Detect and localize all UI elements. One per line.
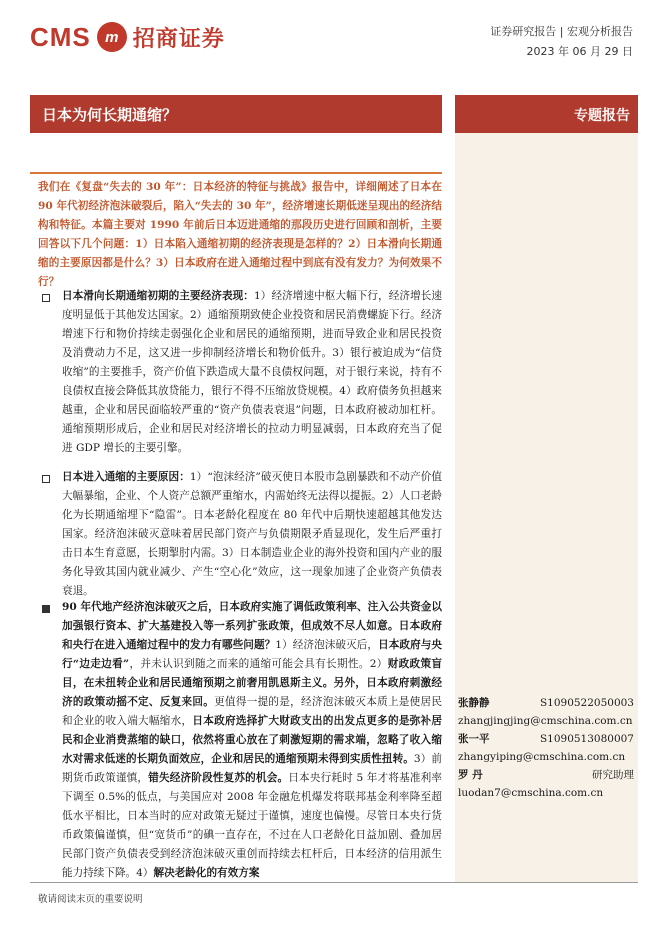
footer-divider [30,882,638,883]
analyst-list [458,694,634,802]
bullet-body: 1）经济增速中枢大幅下行，经济增长速度明显低于其他发达国家。2）通缩预期致使企业投资和居民消费螺旋下行。经济增速下行和物价持续走弱强化企业和居民的通缩预期，进而导致企业和居民投资及消费动力不足，这又进一步抑制经济增长和物价低升。3）银行被迫成为“信贷收缩”的主要推手，资产价值下跌造成大量不良债权问题，对于银行来说，持有不良债权直接会降低其放贷能力，银行不得不压缩放贷规模。4）政府债务负担越来越重，企业和居民面临较严重的“资产负债表衰退”问题，日本政府被动加杠杆。通缩预期形成后，企业和居民对经济增长的拉动力明显减弱，日本政府充当了促进 GDP 增长的主要引擎。 [62,290,443,454]
bullet-body: 1）经济泡沫破灭后， [275,639,379,651]
bullet-square-icon [42,294,50,302]
bullet-square-icon [42,475,50,483]
bullet-body: ，并未认识到随之而来的通缩可能会具有长期性。2） [129,658,388,670]
abstract: 我们在《复盘“失去的 30 年”：日本经济的特征与挑战》报告中，详细阐述了日本在 90 年代初经济泡沫破裂后，陷入“失去的 30 年”，经济增速长期低迷呈现出的经济结构和特征。本篇主要对 1990 年前后日本迈进通缩的那段历史进行回顾和剖析，主要回答以下几个问题：1）日本陷入通缩初期的经济表现是怎样的？2）日本滑向长期通缩的主要原因都是什么？3）日本政府在进入通缩过程中到底有没有发力？为何效果不行？ [38,181,442,288]
page-title: 日本为何长期通缩？ [42,106,178,124]
bullet-emphasis: 错失经济阶段性复苏的机会。 [148,772,289,784]
bullet-item [30,598,442,883]
header-meta [490,22,633,62]
report-tag-bar [455,95,638,133]
report-tag: 专题报告 [574,108,630,124]
analyst-email[interactable]: zhangyiping@cmschina.com.cn [458,751,626,763]
analyst-name: 张静静 [458,697,490,709]
logo-cms-text: CMS [30,21,91,52]
logo-badge-icon: m [97,22,127,52]
report-date: 2023 年 06 月 29 日 [526,45,633,58]
analyst-name: 张一平 [458,733,490,745]
bullet-emphasis: 日本政府选择扩大财政支出的出发点更多的是弥补居民和企业消费蒸缩的缺口，依然将重心放在了刺激短期的需求端，忽略了收入缩水对需求低迷的长期负面效应，企业和居民的通缩预期未得到实质性扭转。 [62,715,443,765]
bullet-lead: 日本滑向长期通缩初期的主要经济表现： [62,290,254,302]
bullet-body: 3）前期货币政策谨慎， [62,753,442,784]
analyst-id: S1090513080007 [539,733,634,745]
cms-logo [30,20,225,54]
bullet-lead: 日本进入通缩的主要原因： [62,471,190,483]
bullet-lead: 90 年代地产经济泡沫破灭之后，日本政府实施了调低政策利率、注入公共资金以加强银行资本、扩大基建投入等一系列扩张政策，但成效不尽人如意。日本政府和央行在进入通缩过程中的发力有哪些问题？ [62,601,442,651]
bullet-square-icon [42,605,50,613]
bullet-body: 更值得一提的是，经济泡沫破灭本质上是使居民和企业的收入端大幅缩水， [62,696,442,727]
bullet-emphasis: 财政政策盲目，在未扭转企业和居民通缩预期之前奢用凯恩斯主义。另外，日本政府刺激经济的政策动摇不定、反复来回。 [62,658,442,708]
bullet-body: 日本央行耗时 5 年才将基准利率下调至 0.5%的低点，与美国应对 2008 年金融危机爆发将联邦基金利率降至超低水平相比，日本当时的应对政策无疑过于谨慎，速度也偏慢。尽管日本央行货币政策偏谨慎，但“宽货币”的碘一直存在，不过在人口老龄化日益加剧、叠加居民部门资产负债表受到经济泡沫破灭重创而持续去杠杆后，日本经济的信用派生能力持续下降。4） [62,772,443,879]
footer-note: 敬请阅读末页的重要说明 [38,894,143,905]
report-type: 证券研究报告 | 宏观分析报告 [490,25,633,38]
bullet-body: 1）“泡沫经济”破灭使日本股市急剧暴跌和不动产价值大幅暴缩，企业、个人资产总额严重缩水，内需始终无法得以提振。2）人口老龄化为长期通缩埋下“隐雷”。日本老龄化程度在 80 年代中后期快速超越其他发达国家。经济泡沫破灭意味着居民部门资产与负债期限矛盾显现化，发生后严重打击日本生育意愿，长期掣肘内需。3）日本制造业企业的海外投资和国内产业的服务化导致其国内就业减少、产生“空心化”效应，这一现象加速了企业资产负债表衰退。 [62,471,442,597]
bullet-item [30,287,442,458]
bullet-item [30,468,442,601]
bullet-emphasis: 日本政府与央行“边走边看” [62,639,443,670]
analyst-email[interactable]: zhangjingjing@cmschina.com.cn [458,715,633,727]
bullet-emphasis: 解决老龄化的有效方案 [153,867,260,879]
divider [30,172,442,174]
analyst-name: 罗 丹 [458,769,483,781]
analyst-email[interactable]: luodan7@cmschina.com.cn [458,787,604,799]
analyst-id: S1090522050003 [539,697,634,709]
analyst-role: 研究助理 [592,769,634,781]
logo-chinese-text: 招商证券 [132,26,225,52]
title-bar [30,95,442,133]
